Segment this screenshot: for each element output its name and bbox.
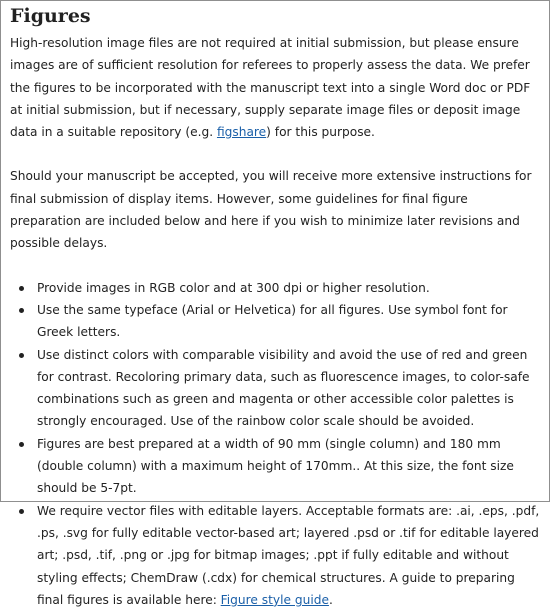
list-item-text: Provide images in RGB color and at 300 dpi or higher resolution. [37,280,430,295]
list-item [37,299,542,344]
list-item-text-after-link: . [328,592,333,607]
intro-text-after-link: ) for this purpose. [266,125,375,140]
section-title: Figures [10,5,91,27]
intro-text-before-link: High-resolution image files are not required at initial submission, but please ensure images are of sufficient resolution for referees to properly assess the data. We prefer the figures to be incorporated with the manuscript text into a single Word doc or PDF at initial submission, but if necessary, supply separate image files or deposit image data in a suitable repository (e.g. [10,36,531,140]
figures-guidelines-section [10,1,542,611]
bullet-icon [19,442,24,447]
list-item [37,500,542,611]
list-item-text: Use distinct colors with comparable visibility and avoid the use of red and green for contrast. Recoloring primary data, such as fluorescence images, to color-safe combinations such as green and magenta or other accessible color palettes is strongly encouraged. Use of the rainbow color scale should be avoided. [37,347,530,429]
acceptance-paragraph: Should your manuscript be accepted, you will receive more extensive instructions for final submission of display items. However, some guidelines for final figure preparation are included below and here if you wish to minimize later revisions and possible delays. [10,169,532,251]
figure-style-guide-link[interactable]: Figure style guide [220,592,329,607]
bullet-icon [19,509,24,514]
list-item [37,344,542,433]
bullet-icon [19,308,24,313]
list-item-text: We require vector files with editable layers. Acceptable formats are: .ai, .eps, .pdf, .ps, .svg for fully editable vector-based art; layered .psd or .tif for editable layered art; .psd, .tif, .png or .jpg for bitmap images; .ppt if fully editable and without styling effects; ChemDraw (.cdx) for chemical structures. A guide to preparing final figures is available here: [37,503,540,607]
intro-paragraph [10,32,542,143]
list-item [37,277,542,299]
list-item-text: Use the same typeface (Arial or Helvetica) for all figures. Use symbol font for Greek letters. [37,302,508,340]
list-item-text: Figures are best prepared at a width of 90 mm (single column) and 180 mm (double column) with a maximum height of 170mm.. At this size, the font size should be 5-7pt. [37,436,514,496]
list-item [37,433,542,500]
bullet-icon [19,353,24,358]
guidelines-list [10,277,542,611]
figshare-link[interactable]: figshare [216,125,267,140]
bullet-icon [19,286,24,291]
